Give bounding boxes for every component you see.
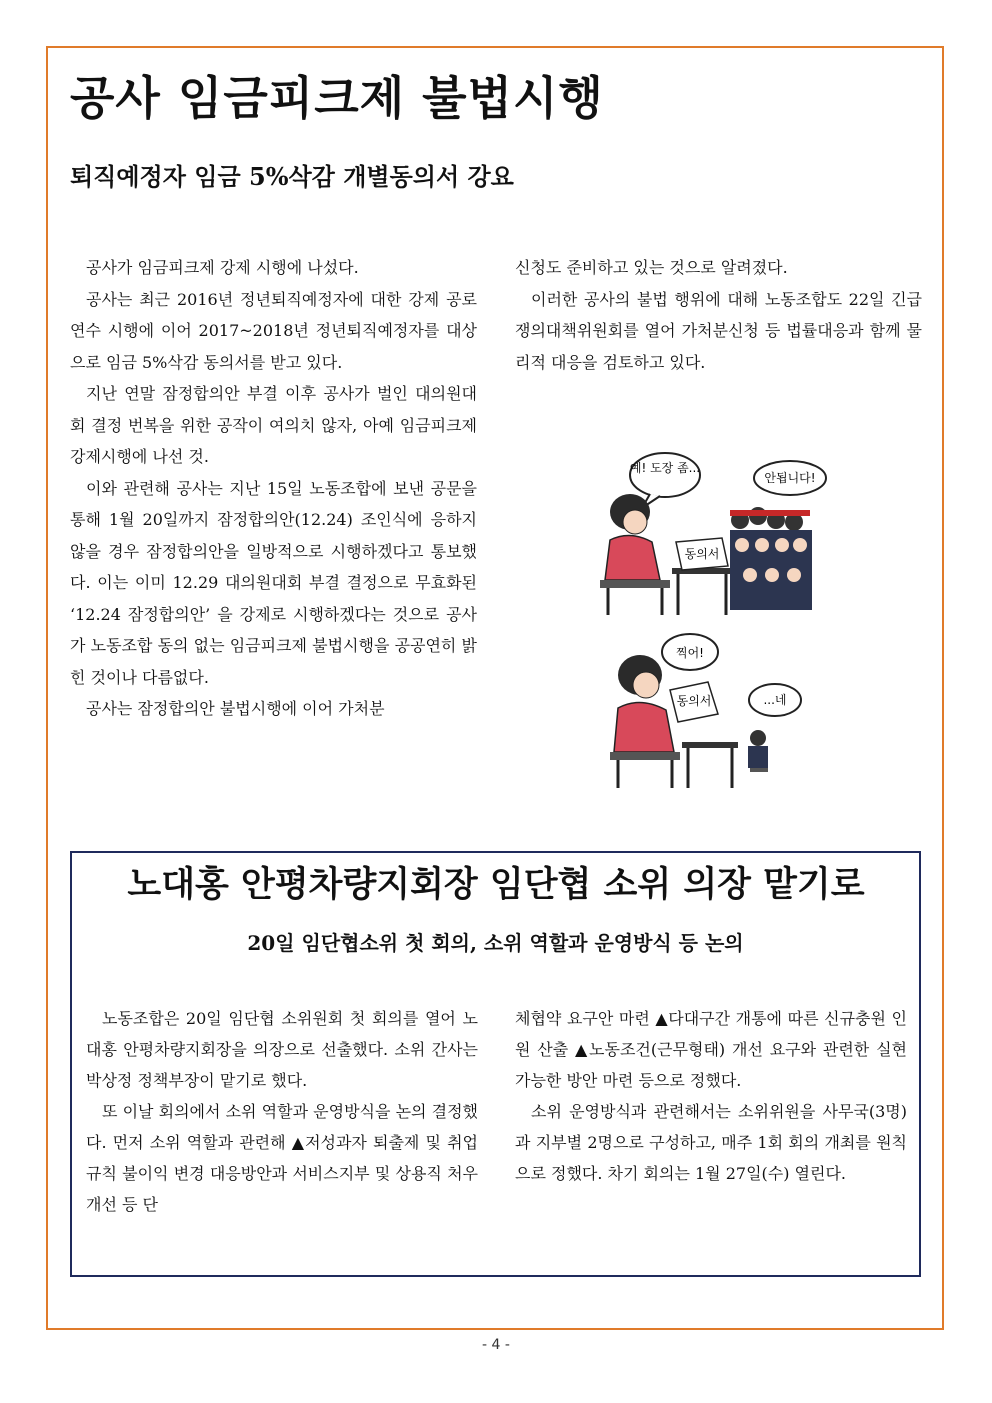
small-figure <box>748 730 768 772</box>
paper-label: 동의서 <box>676 694 712 708</box>
bubble-text: 예! 도장 좀... <box>629 461 701 475</box>
article1-paragraph: 신청도 준비하고 있는 것으로 알려졌다. <box>515 258 788 277</box>
paper-label: 동의서 <box>684 547 720 561</box>
bubble-text: 찍어! <box>676 646 704 660</box>
page-number: - 4 - <box>482 1337 510 1353</box>
article1-paragraph: 이와 관련해 공사는 지난 15일 노동조합에 보낸 공문을 통해 1월 20일까지 잠정합의안(12.24) 조인식에 응하지 않을 경우 잠정합의안을 일방적으로 시행하겠다고 통보했다. 이는 이미 12.29 대의원대회 부결 결정으로 무효화된 ‘12.24 잠정합의안’ 을 강제로 시행하겠다는 것으로 공사가 노동조합 동의 없는 임금피크제 불법시행을 공공연히 밝힌 것이나 다름없다. <box>70 478 477 687</box>
article1-paragraph: 공사가 임금피크제 강제 시행에 나섰다. <box>86 258 359 277</box>
cartoon-panel-2 <box>590 630 830 790</box>
speech-bubble-left <box>662 634 718 670</box>
article1-paragraph: 공사는 잠정합의안 불법시행에 이어 가처분 <box>86 699 385 718</box>
article2-paragraph: 노동조합은 20일 임단협 소위원회 첫 회의를 열어 노대홍 안평차량지회장을 의장으로 선출했다. 소위 간사는 박상정 정책부장이 맡기로 했다. <box>86 1009 478 1090</box>
bubble-text: 안됩니다! <box>764 471 816 485</box>
article2-subtitle: 20일 임단협소위 첫 회의, 소위 역할과 운영방식 등 논의 <box>247 931 744 955</box>
article2-paragraph: 소위 운영방식과 관련해서는 소위위원을 사무국(3명)과 지부별 2명으로 구성하고, 매주 1회 회의 개최를 원칙으로 정했다. 차기 회의는 1월 27일(수) 열린다. <box>515 1102 907 1183</box>
article2-paragraph: 또 이날 회의에서 소위 역할과 운영방식을 논의 결정했다. 먼저 소위 역할과 관련해 ▲저성과자 퇴출제 및 취업규칙 불이익 변경 대응방안과 서비스지부 및 상용직 처우개선 등 단 <box>86 1102 478 1214</box>
article1-left-column <box>70 252 477 725</box>
article1-paragraph: 이러한 공사의 불법 행위에 대해 노동조합도 22일 긴급 쟁의대책위원회를 열어 가처분신청 등 법률대응과 함께 물리적 대응을 검토하고 있다. <box>515 289 922 372</box>
desk <box>672 538 732 615</box>
speech-bubble-right <box>754 461 826 495</box>
article1-right-column <box>515 252 922 378</box>
article1-title: 공사 임금피크제 불법시행 <box>70 71 604 125</box>
woman-figure <box>600 494 670 615</box>
article2-right-column <box>515 1003 907 1189</box>
speech-bubble-right <box>749 684 801 716</box>
crowd-figures <box>730 507 812 610</box>
article2-paragraph: 체협약 요구안 마련 ▲다대구간 개통에 따른 신규충원 인원 산출 ▲노동조건(근무형태) 개선 요구와 관련한 실현 가능한 방안 마련 등으로 정했다. <box>515 1009 907 1090</box>
article1-paragraph: 지난 연말 잠정합의안 부결 이후 공사가 벌인 대의원대회 결정 번복을 위한 공작이 여의치 않자, 아예 임금피크제 강제시행에 나선 것. <box>70 384 477 466</box>
woman-figure <box>610 655 718 788</box>
bubble-text: ...네 <box>763 693 787 707</box>
desk <box>682 742 738 788</box>
article1-subtitle: 퇴직예정자 임금 5%삭감 개별동의서 강요 <box>70 162 514 191</box>
article2-left-column <box>86 1003 478 1220</box>
cartoon-panel-1 <box>590 450 830 620</box>
article1-paragraph: 공사는 최근 2016년 정년퇴직예정자에 대한 강제 공로연수 시행에 이어 2017~2018년 정년퇴직예정자를 대상으로 임금 5%삭감 동의서를 받고 있다. <box>70 289 477 372</box>
article2-title: 노대홍 안평차량지회장 임단협 소위 의장 맡기로 <box>127 864 865 905</box>
